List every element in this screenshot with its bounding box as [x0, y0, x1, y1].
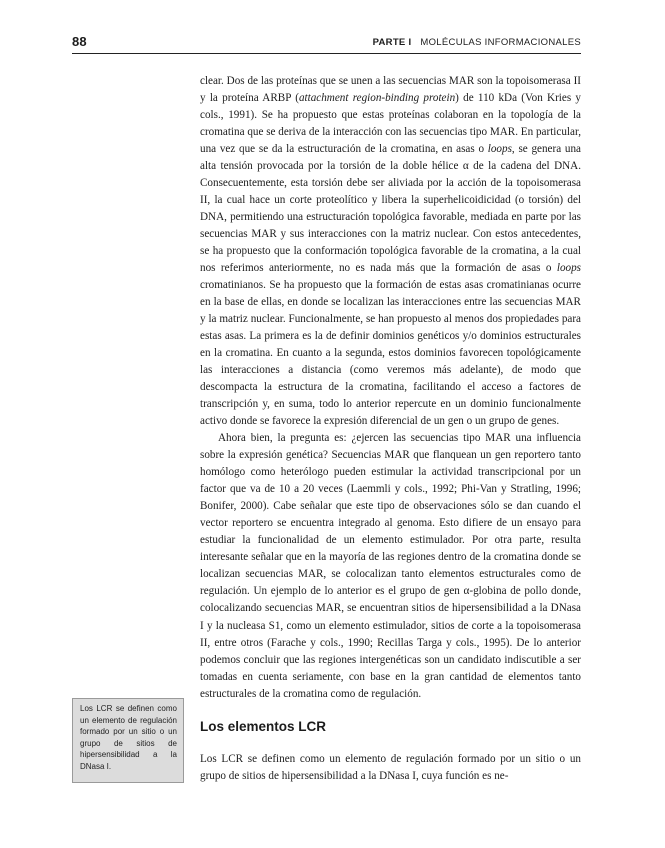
italic-term: attachment region-binding protein	[298, 92, 456, 105]
margin-note: Los LCR se definen como un elemento de regulación formado por un sitio o un grupo de sitios de hipersensibilidad a la DNasa I.	[72, 698, 184, 783]
paragraph-1: clear. Dos de las proteínas que se unen a las secuencias MAR son la topoisomerasa II y la proteína ARBP (attachment region-binding protein) de 110 kDa (Von Kries y cols., 1991). Se ha propuesto que estas proteínas colaboran en la topología de la cromatina que se deriva de la interacción con las secuencias tipo MAR. En particular, una vez que se da la estructuración de la cromatina, en asas o loops, se genera una alta tensión provocada por la torsión de la doble hélice α de la cadena del DNA. Consecuentemente, esta torsión debe ser aliviada por la acción de la topoisomerasa II, la cual hace un corte proteolítico y libera la superhelicoidicidad (o torsión) del DNA, permitiendo una estructuración topológica favorable, mediada en parte por las secuencias MAR y sus interacciones con la matriz nuclear. Con estos antecedentes, se ha propuesto que la conformación topológica favorable de la cromatina, a la cual nos referimos anteriormente, no es nada más que la formación de asas o loops cromatinianos. Se ha propuesto que la formación de estas asas cromatinianas ocurre en la base de ellas, en donde se localizan las interacciones entre las secuencias MAR y la matriz nuclear. Funcionalmente, se han propuesto al menos dos propiedades para estas asas. La primera es la de definir dominios genéticos y/o dominios estructurales en la cromatina. En cuanto a la segunda, estos dominios favorecen topológicamente las interacciones a distancia (como veremos más adelante), de modo que descompacta la estructura de la cromatina, facilitando el acceso a factores de transcripción y, en suma, todo lo anterior repercute en un dominio funcionalmente activo donde se favorece la expresión diferencial de un gen o un grupo de genes.	[200, 75, 581, 428]
body-text	[200, 73, 581, 703]
italic-term: loops	[556, 262, 581, 275]
part-label: PARTE I	[372, 37, 412, 48]
italic-term: loops	[487, 143, 512, 156]
section-paragraph: Los LCR se definen como un elemento de regulación formado por un sitio o un grupo de sitios de hipersensibilidad a la DNasa I, cuya función es ne-	[200, 753, 581, 782]
page-number: 88	[72, 34, 87, 49]
part-title: MOLÉCULAS INFORMACIONALES	[420, 37, 581, 48]
section-heading: Los elementos LCR	[200, 719, 327, 734]
running-head	[373, 37, 581, 48]
paragraph-2: Ahora bien, la pregunta es: ¿ejercen las secuencias tipo MAR una influencia sobre la expresión genética? Secuencias MAR que flanquean un gen reportero tanto homólogo como heterólogo pueden estimular la actividad transcripcional por un factor que va de 10 a 20 veces (Laemmli y cols., 1992; Phi-Van y Stratling, 1996; Bonifer, 2000). Cabe señalar que este tipo de observaciones sólo se dan cuando el vector reportero se encuentra integrado al genoma. Esto difiere de un ensayo para estudiar la funcionalidad de un elemento estimulador. Por otra parte, resulta interesante señalar que en la mayoría de las regiones dentro de la cromatina donde se localizan secuencias MAR, se colocalizan tanto elementos estructurales como de regulación. Un ejemplo de lo anterior es el grupo de gen α-globina de pollo donde, colocalizando secuencias MAR, se encuentran sitios de hipersensibilidad a la DNasa I y la nucleasa S1, como un elemento estimulador, sitios de corte a la topoisomerasa II, entre otros (Farache y cols., 1990; Recillas Targa y cols., 1995). De lo anterior podemos concluir que las regiones intergenéticas son un candidato indiscutible a ser tomadas en cuenta seriamente, con base en la gran cantidad de elementos tanto estructurales de la cromatina como de regulación.	[200, 432, 581, 700]
header-rule	[72, 53, 581, 54]
